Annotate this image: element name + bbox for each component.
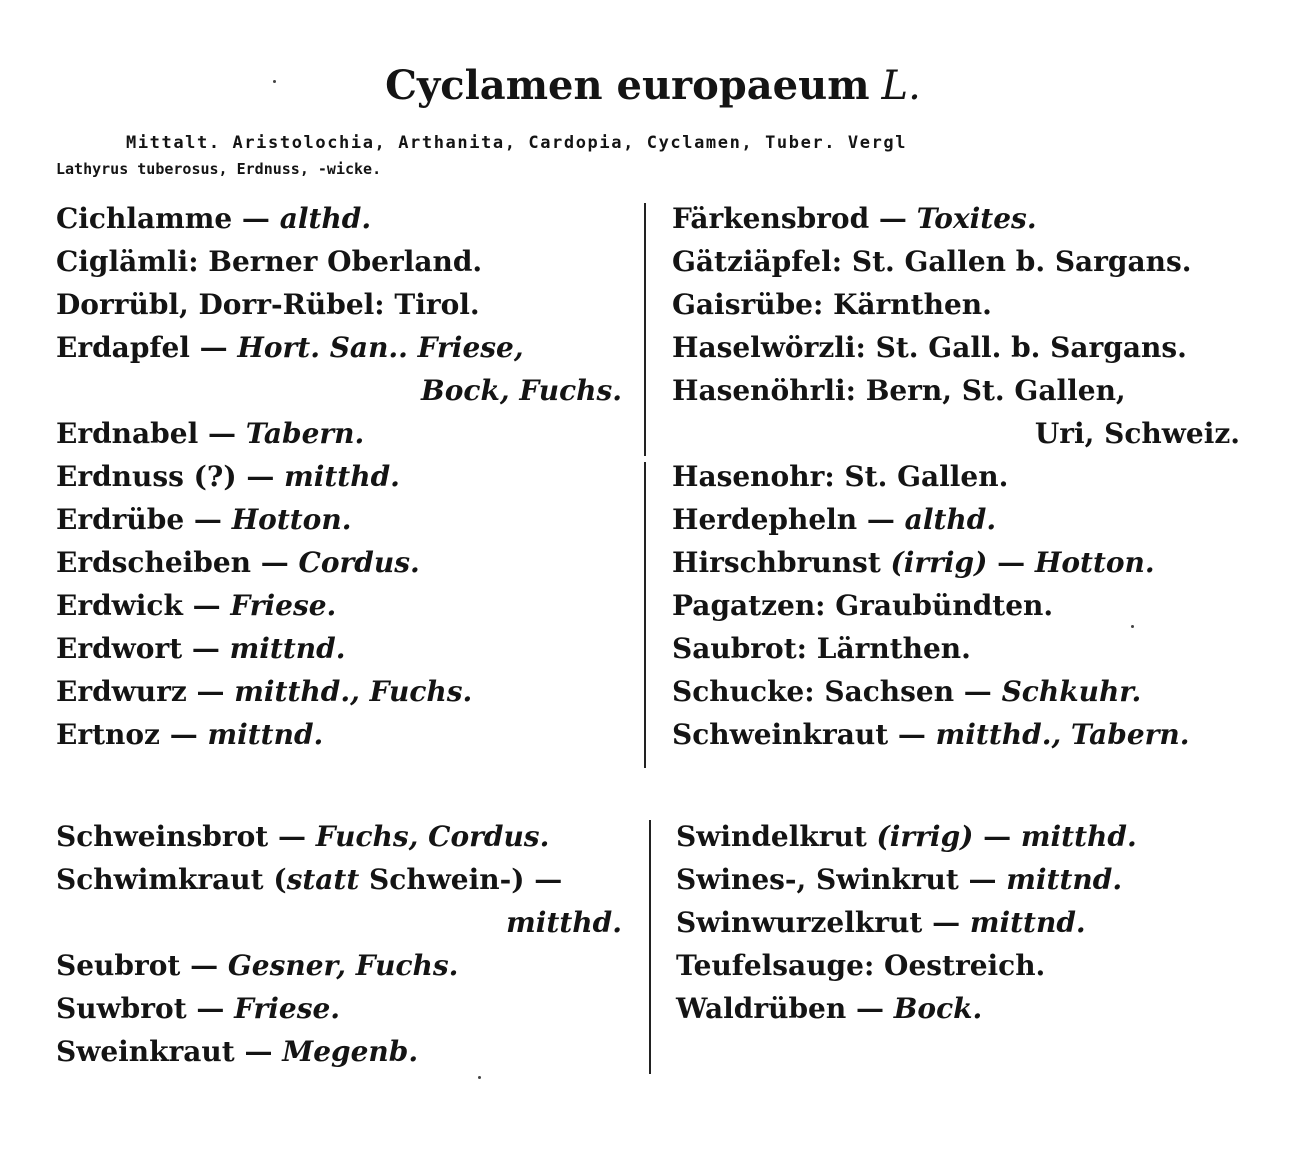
entry-name: Hasenöhrli <box>672 374 846 407</box>
entry-source: Fuchs, Cordus. <box>315 820 550 853</box>
entry-name: Gätziäpfel <box>672 245 832 278</box>
entry-source: Tabern. <box>245 417 365 450</box>
entry-source: mittnd. <box>969 906 1086 939</box>
entry <box>672 412 1240 455</box>
entry <box>676 901 1240 944</box>
entry-name: Erdwort <box>56 632 183 665</box>
entry-separator: — <box>846 992 894 1025</box>
entry-note: (irrig) <box>876 820 974 853</box>
entry-name: Herdepheln <box>672 503 858 536</box>
entry-separator: — <box>958 863 1007 896</box>
entry-source: Hotton. <box>1034 546 1155 579</box>
entry-separator: — <box>184 503 232 536</box>
entry-source: mittnd. <box>207 718 324 751</box>
entry-name: Saubrot <box>672 632 797 665</box>
entry-separator: — <box>186 992 235 1025</box>
entry-separator: — <box>180 949 228 982</box>
entry <box>672 584 1240 627</box>
entry <box>56 713 622 756</box>
entry-place: Schwein-) <box>359 863 525 896</box>
entry <box>56 1030 622 1073</box>
entry-note: statt <box>286 863 360 896</box>
entry-separator: — <box>857 503 905 536</box>
entry-source: Hotton. <box>231 503 352 536</box>
entry-source: Bock. <box>893 992 983 1025</box>
entry-separator: : <box>845 374 866 407</box>
entry-place-continued: Uri, Schweiz. <box>1034 417 1240 450</box>
entry-source: Hort. San.. Friese, <box>237 331 524 364</box>
print-speck <box>273 80 276 83</box>
entry-source: althd. <box>904 503 997 536</box>
entry-place: Graubündten. <box>835 589 1054 622</box>
entry <box>676 858 1240 901</box>
entry-name: Erdnabel <box>56 417 199 450</box>
entry-name: Erdnuss (?) <box>56 460 237 493</box>
entry <box>672 541 1240 584</box>
entry-name: Erdrübe <box>56 503 185 536</box>
entry <box>56 498 622 541</box>
subtitle-line-1: Mittalt. Aristolochia, Arthanita, Cardopia, Cyclamen, Tuber. Vergl <box>126 133 908 153</box>
entry-source: Schkuhr. <box>1001 675 1142 708</box>
entry-place: St. Gallen b. Sargans. <box>851 245 1192 278</box>
entry <box>672 670 1240 713</box>
entry-separator: — <box>186 675 235 708</box>
entry-place: Berner Oberland. <box>208 245 483 278</box>
entry-source: Toxites. <box>916 202 1037 235</box>
entry-source-continued: mitthd. <box>506 906 622 939</box>
entry <box>672 283 1240 326</box>
entry-source: mitthd. <box>1020 820 1137 853</box>
entry-name: Erdapfel <box>56 331 190 364</box>
subtitle-line-2: Lathyrus tuberosus, Erdnuss, -wicke. <box>56 160 382 178</box>
entry-name: Swindelkrut <box>676 820 867 853</box>
section1-right-column <box>672 197 1240 756</box>
subtitle <box>56 130 1246 182</box>
entry-separator: — <box>182 589 231 622</box>
entry <box>56 455 622 498</box>
entry-name: Erdwick <box>56 589 183 622</box>
entry-separator: — <box>869 202 917 235</box>
entry <box>672 498 1240 541</box>
entry-separator: : <box>188 245 209 278</box>
column-divider <box>649 820 651 1074</box>
entry-name: Schwimkraut <box>56 863 264 896</box>
entry-source: mitthd., Fuchs. <box>234 675 473 708</box>
entry-separator: : <box>804 675 825 708</box>
entry-separator: — <box>987 546 1035 579</box>
entry <box>672 369 1240 412</box>
entry-separator: — <box>236 460 285 493</box>
entry-name: Hirschbrunst <box>672 546 881 579</box>
entry-separator: — <box>888 718 936 751</box>
entry-place: Bern, St. Gallen, <box>865 374 1126 407</box>
entry-name: Swinwurzelkrut <box>676 906 923 939</box>
entry <box>56 283 622 326</box>
entry <box>672 240 1240 283</box>
entry-paren: ( <box>263 863 287 896</box>
entry-separator: — <box>234 1035 283 1068</box>
entry-name: Dorrübl, Dorr-Rübel <box>56 288 375 321</box>
entry-name: Teufelsauge <box>676 949 864 982</box>
entry-name: Haselwörzli <box>672 331 856 364</box>
entry-place: Sachsen <box>824 675 955 708</box>
entry <box>676 987 1240 1030</box>
entry-name: Sweinkraut <box>56 1035 235 1068</box>
entry-separator: — <box>189 331 238 364</box>
column-divider <box>644 462 646 768</box>
title-main: Cyclamen europaeum <box>385 62 870 109</box>
entry <box>672 455 1240 498</box>
entry <box>56 412 622 455</box>
entry-source: mittnd. <box>1006 863 1123 896</box>
entry-separator: : <box>831 245 852 278</box>
page-title <box>0 62 1306 109</box>
entry <box>676 815 1240 858</box>
entry <box>56 901 622 944</box>
entry-separator: : <box>855 331 876 364</box>
entry <box>56 987 622 1030</box>
entry <box>56 584 622 627</box>
entry-place: Tirol. <box>394 288 480 321</box>
entry-name: Färkensbrod <box>672 202 870 235</box>
entry <box>56 197 622 240</box>
entry-name: Gaisrübe <box>672 288 813 321</box>
entry-separator: — <box>198 417 246 450</box>
entry-note: (irrig) <box>890 546 988 579</box>
entry-separator: — <box>524 863 563 896</box>
entry-place: Kärnthen. <box>833 288 992 321</box>
entry-separator: : <box>796 632 817 665</box>
section1-left-column <box>56 197 622 756</box>
entry-separator: : <box>374 288 395 321</box>
entry-separator: : <box>815 589 836 622</box>
entry <box>56 326 622 369</box>
entry-separator: — <box>954 675 1002 708</box>
entry-separator: — <box>251 546 299 579</box>
entry-source: Friese. <box>234 992 341 1025</box>
entry <box>672 326 1240 369</box>
section2-left-column <box>56 815 622 1073</box>
entry-source: Friese. <box>230 589 337 622</box>
entry-source: mittnd. <box>229 632 346 665</box>
entry-source: Gesner, Fuchs. <box>227 949 459 982</box>
entry-name: Erdscheiben <box>56 546 252 579</box>
column-divider <box>644 203 646 456</box>
section2-right-column <box>676 815 1240 1030</box>
entry-source: Cordus. <box>298 546 420 579</box>
entry-separator: — <box>973 820 1021 853</box>
entry-place: St. Gall. b. Sargans. <box>875 331 1187 364</box>
entry-name: Cichlamme <box>56 202 233 235</box>
entry-source-continued: Bock, Fuchs. <box>421 374 622 407</box>
entry <box>676 944 1240 987</box>
entry-separator: : <box>824 460 845 493</box>
entry-name: Erdwurz <box>56 675 187 708</box>
print-speck <box>478 1076 481 1079</box>
entry-place: Lärnthen. <box>816 632 971 665</box>
entry <box>56 670 622 713</box>
entry-separator: — <box>182 632 230 665</box>
entry <box>56 815 622 858</box>
entry <box>672 197 1240 240</box>
entry <box>56 240 622 283</box>
entry <box>56 541 622 584</box>
entry-name: Ciglämli <box>56 245 189 278</box>
entry <box>56 627 622 670</box>
entry <box>56 858 622 901</box>
entry-place: St. Gallen. <box>844 460 1009 493</box>
entry <box>672 627 1240 670</box>
entry-source: mitthd. <box>284 460 400 493</box>
entry-separator: : <box>863 949 885 982</box>
entry-separator: — <box>159 718 208 751</box>
entry-name: Waldrüben <box>676 992 847 1025</box>
entry-source: mitthd., Tabern. <box>935 718 1190 751</box>
entry <box>672 713 1240 756</box>
entry-name: Swines-, Swinkrut <box>676 863 959 896</box>
entry-name: Seubrot <box>56 949 181 982</box>
entry-name: Schucke <box>672 675 805 708</box>
entry-name: Suwbrot <box>56 992 187 1025</box>
entry-name: Schweinsbrot <box>56 820 269 853</box>
title-author: L. <box>881 63 921 109</box>
entry-name: Schweinkraut <box>672 718 889 751</box>
entry-name: Ertnoz <box>56 718 160 751</box>
entry-source: Megenb. <box>282 1035 419 1068</box>
entry-name: Hasenohr <box>672 460 825 493</box>
entry-source: althd. <box>279 202 372 235</box>
entry <box>56 369 622 412</box>
entry-place: Oestreich. <box>884 949 1046 982</box>
entry-separator: — <box>922 906 970 939</box>
entry-name: Pagatzen <box>672 589 816 622</box>
entry <box>56 944 622 987</box>
entry-separator: — <box>232 202 280 235</box>
print-speck <box>1131 625 1134 628</box>
entry-separator: : <box>812 288 834 321</box>
entry-separator: — <box>268 820 316 853</box>
